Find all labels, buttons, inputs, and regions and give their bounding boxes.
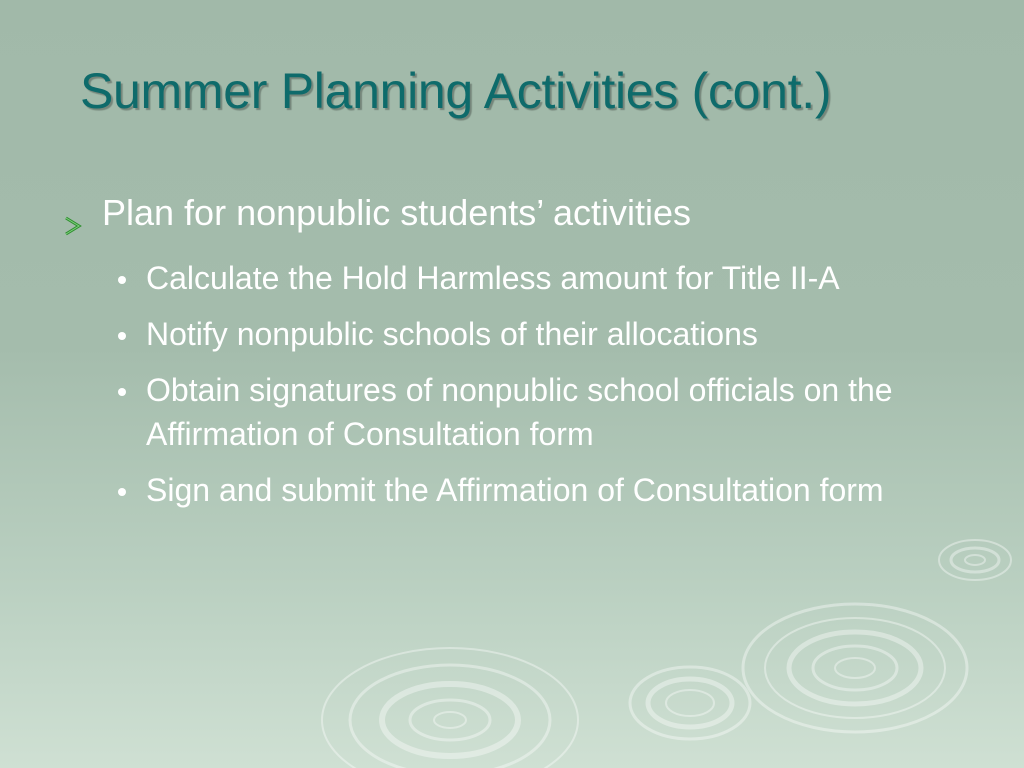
sub-bullet-text: Obtain signatures of nonpublic school officials on the Affirmation of Consultation form [146,372,893,452]
sub-bullet-text: Sign and submit the Affirmation of Consultation form [146,472,884,508]
sub-bullet-item [112,312,982,356]
main-bullet-text: Plan for nonpublic students’ activities [102,192,691,233]
arrow-bullet-icon [62,190,102,248]
dot-bullet-icon [112,256,146,300]
sub-bullet-text: Notify nonpublic schools of their allocations [146,316,758,352]
main-bullet-item [62,190,982,512]
dot-bullet-icon [112,468,146,512]
main-bullet-row [62,190,982,248]
slide-title: Summer Planning Activities (cont.) [80,63,832,119]
sub-bullet-list [62,256,982,512]
sub-bullet-item [112,256,982,300]
sub-bullet-text: Calculate the Hold Harmless amount for Title II-A [146,260,840,296]
bullet-list [62,190,982,524]
sub-bullet-item [112,468,982,512]
dot-bullet-icon [112,312,146,356]
sub-bullet-item [112,368,982,456]
dot-bullet-icon [112,368,146,412]
